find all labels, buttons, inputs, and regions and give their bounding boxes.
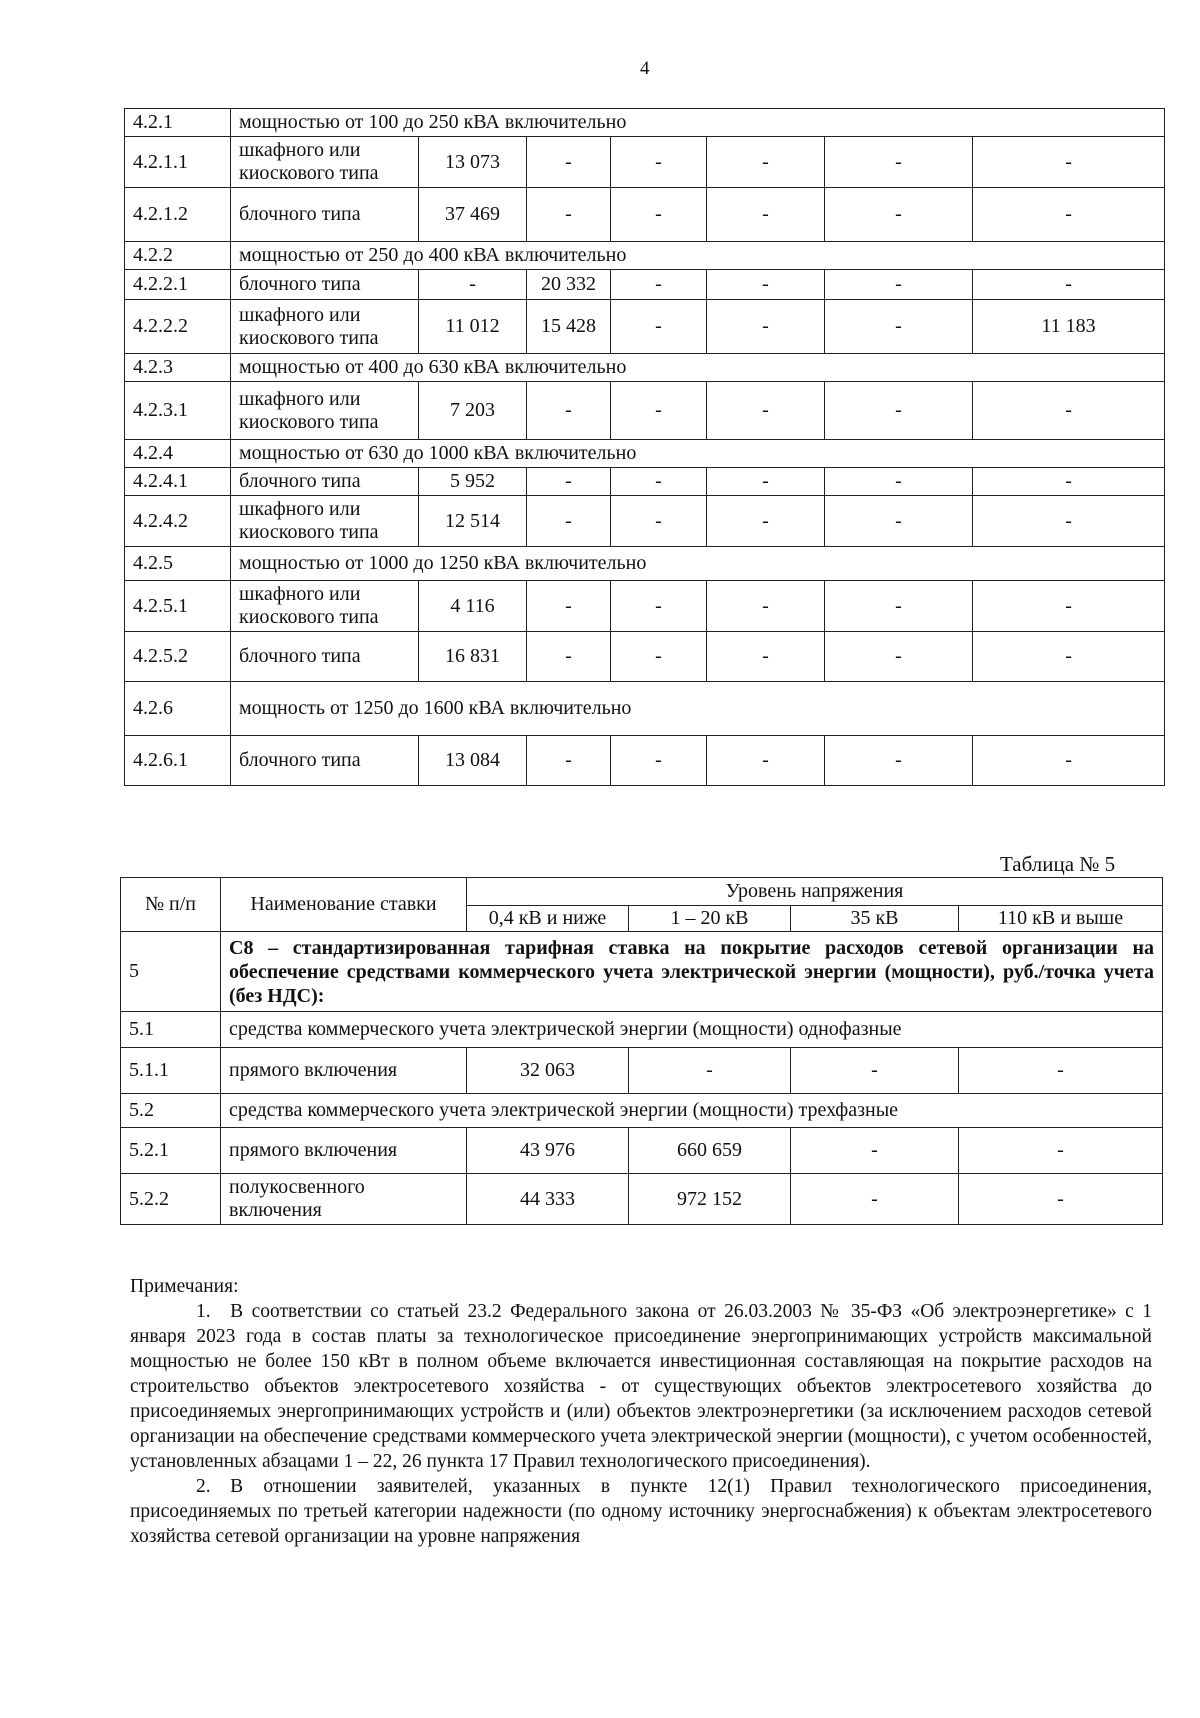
row-value: - bbox=[973, 736, 1165, 786]
row-value: - bbox=[611, 300, 707, 354]
row-value: 11 012 bbox=[419, 300, 527, 354]
row-name: полукосвенного включения bbox=[221, 1174, 467, 1225]
table-row bbox=[125, 496, 1165, 547]
row-number: 4.2.6 bbox=[125, 682, 231, 736]
row-value: - bbox=[611, 736, 707, 786]
notes-title: Примечания: bbox=[130, 1276, 239, 1297]
row-value: - bbox=[825, 188, 973, 242]
row-value: - bbox=[611, 137, 707, 188]
row-value: - bbox=[973, 137, 1165, 188]
row-value: - bbox=[973, 496, 1165, 547]
row-section-title: мощностью от 100 до 250 кВА включительно bbox=[231, 109, 1165, 137]
row-value: - bbox=[611, 581, 707, 632]
row-value: - bbox=[527, 581, 611, 632]
row-value: 11 183 bbox=[973, 300, 1165, 354]
row-value: - bbox=[611, 270, 707, 300]
row-number: 4.2.3 bbox=[125, 354, 231, 382]
section-title: С8 – стандартизированная тарифная ставка на покрытие расходов сетевой организации на обеспечение средствами коммерческого учета электрической энергии (мощности), руб./точка учета (без НДС): bbox=[221, 932, 1163, 1012]
row-number: 4.2.1 bbox=[125, 109, 231, 137]
row-value: 13 084 bbox=[419, 736, 527, 786]
row-value: - bbox=[527, 382, 611, 440]
row-value: - bbox=[611, 188, 707, 242]
tariff-table-5 bbox=[120, 877, 1163, 1225]
table-row bbox=[125, 632, 1165, 682]
row-value: 7 203 bbox=[419, 382, 527, 440]
row-number: 4.2.4.1 bbox=[125, 468, 231, 496]
row-section-title: мощностью от 1000 до 1250 кВА включительно bbox=[231, 547, 1165, 581]
table-5-caption: Таблица № 5 bbox=[1000, 852, 1116, 876]
row-name: блочного типа bbox=[231, 468, 419, 496]
row-value: - bbox=[825, 496, 973, 547]
row-number: 4.2.4 bbox=[125, 440, 231, 468]
row-section-title: средства коммерческого учета электрической энергии (мощности) трехфазные bbox=[221, 1094, 1163, 1128]
row-value: - bbox=[707, 270, 825, 300]
row-value: 44 333 bbox=[467, 1174, 629, 1225]
table-row bbox=[125, 354, 1165, 382]
row-number: 4.2.2 bbox=[125, 242, 231, 270]
row-number: 5.2 bbox=[121, 1094, 221, 1128]
header-num: № п/п bbox=[121, 878, 221, 932]
row-value: - bbox=[707, 300, 825, 354]
row-value: - bbox=[527, 137, 611, 188]
table-row bbox=[121, 1048, 1163, 1094]
table-row bbox=[125, 300, 1165, 354]
row-number: 5.2.2 bbox=[121, 1174, 221, 1225]
row-value: - bbox=[707, 188, 825, 242]
row-value: - bbox=[825, 736, 973, 786]
row-value: - bbox=[825, 632, 973, 682]
row-value: - bbox=[973, 382, 1165, 440]
row-section-title: мощностью от 250 до 400 кВА включительно bbox=[231, 242, 1165, 270]
table-row bbox=[121, 1174, 1163, 1225]
table-row bbox=[125, 109, 1165, 137]
table-row bbox=[125, 270, 1165, 300]
row-value: - bbox=[973, 632, 1165, 682]
row-name: блочного типа bbox=[231, 270, 419, 300]
row-value: - bbox=[629, 1048, 791, 1094]
row-number: 5.1 bbox=[121, 1012, 221, 1048]
row-value: - bbox=[527, 632, 611, 682]
row-value: - bbox=[973, 468, 1165, 496]
row-name: шкафного или киоскового типа bbox=[231, 581, 419, 632]
section-num: 5 bbox=[121, 932, 221, 1012]
row-value: - bbox=[707, 382, 825, 440]
row-value: - bbox=[825, 468, 973, 496]
header-level-110kv: 110 кВ и выше bbox=[959, 906, 1163, 932]
row-value: - bbox=[527, 468, 611, 496]
row-number: 4.2.2.2 bbox=[125, 300, 231, 354]
table-row bbox=[125, 581, 1165, 632]
table-row bbox=[125, 468, 1165, 496]
table-row bbox=[125, 137, 1165, 188]
row-value: - bbox=[611, 468, 707, 496]
row-value: 12 514 bbox=[419, 496, 527, 547]
table-row bbox=[125, 382, 1165, 440]
table-row bbox=[125, 736, 1165, 786]
table-row bbox=[125, 242, 1165, 270]
note-item: 2. В отношении заявителей, указанных в пункте 12(1) Правил технологического присоединения, присоединяемых по третьей категории надежности (по одному источнику энергоснабжения) к объектам электросетевого хозяйства сетевой организации на уровне напряжения bbox=[130, 1475, 1152, 1547]
header-level-1-20kv: 1 – 20 кВ bbox=[629, 906, 791, 932]
row-value: 32 063 bbox=[467, 1048, 629, 1094]
row-value: 4 116 bbox=[419, 581, 527, 632]
table-row bbox=[121, 1094, 1163, 1128]
row-value: 43 976 bbox=[467, 1128, 629, 1174]
row-value: - bbox=[973, 581, 1165, 632]
row-value: 972 152 bbox=[629, 1174, 791, 1225]
row-number: 5.2.1 bbox=[121, 1128, 221, 1174]
row-value: - bbox=[825, 581, 973, 632]
row-value: 13 073 bbox=[419, 137, 527, 188]
note-item: 1. В соответствии со статьей 23.2 Федерального закона от 26.03.2003 № 35-ФЗ «Об электроэнергетике» с 1 января 2023 года в состав платы за технологическое присоединение энергопринимающих устройств максимальной мощностью не более 150 кВт в полном объеме включается инвестиционная составляющая на покрытие расходов на строительство объектов электросетевого хозяйства - от существующих объектов электросетевого хозяйства до присоединяемых энергопринимающих устройств и (или) объектов электроэнергетики (за исключением расходов сетевой организации на обеспечение средствами коммерческого учета электрической энергии (мощности), с учетом особенностей, установленных абзацами 1 – 22, 26 пункта 17 Правил технологического присоединения). bbox=[130, 1300, 1152, 1472]
row-value: 16 831 bbox=[419, 632, 527, 682]
row-value: - bbox=[707, 632, 825, 682]
header-voltage-level: Уровень напряжения bbox=[467, 878, 1163, 906]
row-value: - bbox=[959, 1128, 1163, 1174]
row-value: - bbox=[707, 468, 825, 496]
table-row bbox=[125, 188, 1165, 242]
row-value: - bbox=[825, 382, 973, 440]
row-value: - bbox=[825, 270, 973, 300]
row-value: - bbox=[527, 188, 611, 242]
row-name: шкафного или киоскового типа bbox=[231, 382, 419, 440]
row-value: 15 428 bbox=[527, 300, 611, 354]
row-section-title: мощность от 1250 до 1600 кВА включительно bbox=[231, 682, 1165, 736]
row-value: - bbox=[791, 1174, 959, 1225]
table-row bbox=[125, 547, 1165, 581]
table-row bbox=[121, 1128, 1163, 1174]
row-value: 660 659 bbox=[629, 1128, 791, 1174]
row-value: - bbox=[419, 270, 527, 300]
row-value: - bbox=[527, 736, 611, 786]
row-value: - bbox=[791, 1048, 959, 1094]
header-rate-name: Наименование ставки bbox=[221, 878, 467, 932]
row-value: - bbox=[791, 1128, 959, 1174]
page-number: 4 bbox=[640, 58, 650, 79]
row-value: - bbox=[959, 1174, 1163, 1225]
row-value: - bbox=[707, 137, 825, 188]
row-name: блочного типа bbox=[231, 632, 419, 682]
row-value: 20 332 bbox=[527, 270, 611, 300]
row-value: - bbox=[527, 496, 611, 547]
row-value: - bbox=[707, 496, 825, 547]
row-name: прямого включения bbox=[221, 1048, 467, 1094]
row-section-title: мощностью от 400 до 630 кВА включительно bbox=[231, 354, 1165, 382]
row-number: 4.2.5.1 bbox=[125, 581, 231, 632]
row-value: - bbox=[973, 188, 1165, 242]
table-row bbox=[125, 682, 1165, 736]
tariff-table-4-continued bbox=[124, 108, 1165, 786]
header-level-0-4kv: 0,4 кВ и ниже bbox=[467, 906, 629, 932]
row-value: 5 952 bbox=[419, 468, 527, 496]
row-name: шкафного или киоскового типа bbox=[231, 300, 419, 354]
row-value: - bbox=[707, 581, 825, 632]
table-row bbox=[121, 1012, 1163, 1048]
row-section-title: мощностью от 630 до 1000 кВА включительно bbox=[231, 440, 1165, 468]
row-number: 4.2.5 bbox=[125, 547, 231, 581]
row-name: блочного типа bbox=[231, 736, 419, 786]
row-value: - bbox=[611, 496, 707, 547]
row-value: - bbox=[959, 1048, 1163, 1094]
row-name: шкафного или киоскового типа bbox=[231, 137, 419, 188]
row-value: - bbox=[825, 137, 973, 188]
row-name: шкафного или киоскового типа bbox=[231, 496, 419, 547]
row-number: 4.2.5.2 bbox=[125, 632, 231, 682]
row-number: 4.2.2.1 bbox=[125, 270, 231, 300]
row-number: 5.1.1 bbox=[121, 1048, 221, 1094]
header-level-35kv: 35 кВ bbox=[791, 906, 959, 932]
row-number: 4.2.6.1 bbox=[125, 736, 231, 786]
row-value: - bbox=[825, 300, 973, 354]
row-number: 4.2.3.1 bbox=[125, 382, 231, 440]
row-section-title: средства коммерческого учета электрической энергии (мощности) однофазные bbox=[221, 1012, 1163, 1048]
row-value: - bbox=[707, 736, 825, 786]
row-name: прямого включения bbox=[221, 1128, 467, 1174]
row-value: - bbox=[611, 382, 707, 440]
notes bbox=[130, 1275, 1152, 1549]
table-row bbox=[125, 440, 1165, 468]
row-number: 4.2.1.1 bbox=[125, 137, 231, 188]
row-name: блочного типа bbox=[231, 188, 419, 242]
row-value: - bbox=[611, 632, 707, 682]
row-number: 4.2.1.2 bbox=[125, 188, 231, 242]
row-number: 4.2.4.2 bbox=[125, 496, 231, 547]
row-value: 37 469 bbox=[419, 188, 527, 242]
row-value: - bbox=[973, 270, 1165, 300]
